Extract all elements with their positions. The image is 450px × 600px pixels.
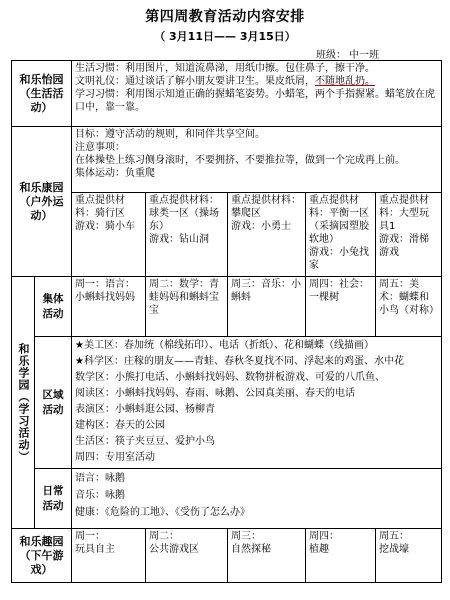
row-kang-general xyxy=(12,127,442,193)
station-cell: 重点提供材料：大型玩具1 游戏：滑梯游戏 xyxy=(376,193,442,277)
row-xue-collective xyxy=(12,277,442,337)
page-title: 第四周教育活动内容安排 xyxy=(145,9,305,25)
etiquette-line: 文明礼仪：通过谈话了解小朋友要讲卫生。果皮纸屑，不随地乱扔。 xyxy=(75,76,375,87)
row-xue-area xyxy=(12,337,442,469)
kang-note-body: 在体操垫上练习侧身滚时，不要拥挤、不要推拉等，做到一个完成再上前。 xyxy=(75,155,405,166)
zone-kang-label: 和乐康园 （户外运 动） xyxy=(12,127,72,277)
zone-xue-label: 和乐学园（学习活动） xyxy=(12,277,35,529)
study-line: 学习习惯：利用图示知道正确的握蜡笔姿势。小蜡笔，两个手指握紧。蜡笔放在虎口中，靠一靠。 xyxy=(75,89,435,113)
collective-item: 周四：社会：一棵树 xyxy=(306,277,376,337)
collective-item: 周五：美术：蝴蝶和小鸟（对称） xyxy=(376,277,442,337)
zone-heyi-label: 和乐怡园 （生活活 动） xyxy=(12,61,72,127)
afternoon-item: 周五： 挖战壕 xyxy=(376,529,442,583)
collective-item: 周一：语言：小蝌蚪找妈妈 xyxy=(72,277,146,337)
collective-item: 周三：音乐：小蝌蚪 xyxy=(228,277,306,337)
daily-content: 语言：咏鹅 音乐：咏鹅 健康：《危险的工地》、《受伤了怎么办》 xyxy=(72,469,442,529)
heyi-content xyxy=(72,61,442,127)
collective-label: 集体活动 xyxy=(35,277,72,337)
date-range: （ 3月11日—— 3月15日） xyxy=(154,30,296,43)
area-content: ★美工区：春加统（棉线拓印）、电话（折纸）、花和蝴蝶（线描画） ★科学区：庄稼的朋友——青蛙、春秋冬夏找不同、浮起来的鸡蛋、水中花 数学区：小熊打电话、小蝌蚪找妈妈、数物拼板游戏、可爱的八爪鱼、 阅读区：小蝌蚪找妈妈、春雨、咏鹅、公园真美丽、春天的电话 表演区：小蝌蚪逛公园、杨柳青 建构区：春天的公园 生活区：筷子夹豆豆、爱护小鸟 周四：专用室活动 xyxy=(72,337,442,469)
station-cell: 重点提供材料：骑行区 游戏：骑小车 xyxy=(72,193,146,277)
kang-goal: 目标：遵守活动的规则，和同伴共享空间。 xyxy=(75,129,265,140)
station-cell: 重点提供材料：平衡一区（采摘园塑胶软地） 游戏：小兔找家 xyxy=(306,193,376,277)
kang-general xyxy=(72,127,442,193)
zone-qu-label: 和乐趣园 （下午游 戏） xyxy=(12,529,72,583)
row-kang-stations xyxy=(12,193,442,277)
afternoon-item: 周二： 公共游戏区 xyxy=(146,529,228,583)
station-cell: 重点提供材料：攀爬区 游戏：小勇士 xyxy=(228,193,306,277)
class-label: 班级： 中一班 xyxy=(316,50,380,61)
area-label: 区域活动 xyxy=(35,337,72,469)
afternoon-item: 周三： 自然探秘 xyxy=(228,529,306,583)
schedule-table xyxy=(11,60,442,583)
kang-duty: 集体运动：负重爬 xyxy=(75,168,155,179)
habit-line: 生活习惯：利用图片，知道流鼻涕，用纸巾擦。包住鼻子，擦干净。 xyxy=(75,63,375,74)
station-cell: 重点提供材料：球类一区（操场东） 游戏：钻山洞 xyxy=(146,193,228,277)
row-xue-daily xyxy=(12,469,442,529)
kang-note-title: 注意事项： xyxy=(75,142,125,153)
afternoon-item: 周四： 植趣 xyxy=(306,529,376,583)
collective-item: 周二：数学：青蛙妈妈和蝌蚪宝宝 xyxy=(146,277,228,337)
row-qu xyxy=(12,529,442,583)
row-heyi xyxy=(12,61,442,127)
afternoon-item: 周一： 玩具自主 xyxy=(72,529,146,583)
daily-label: 日常活动 xyxy=(35,469,72,529)
